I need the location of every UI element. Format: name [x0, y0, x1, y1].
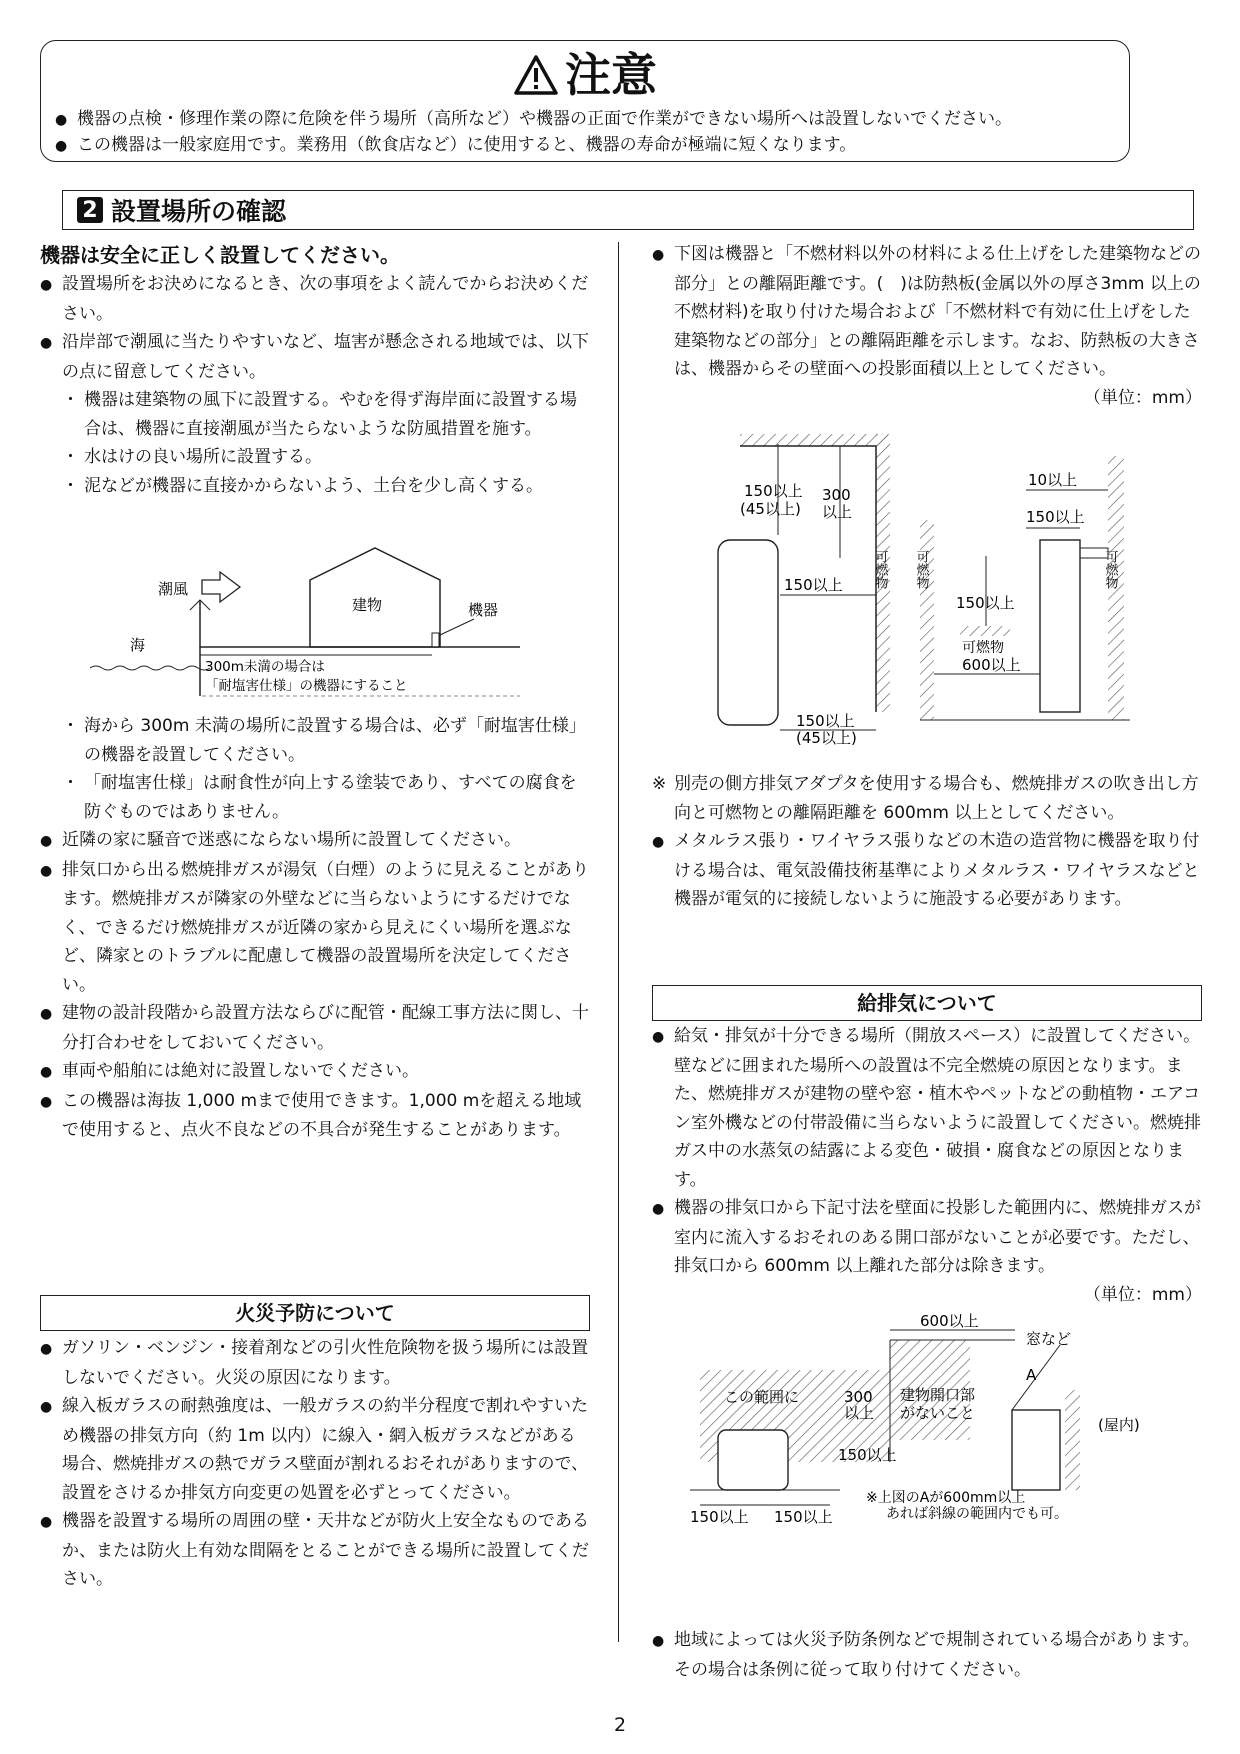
dash-item: ・ 「耐塩害仕様」は耐食性が向上する塗装であり、すべての腐食を防ぐものではありません。	[40, 769, 590, 826]
section-title: 設置場所の確認	[111, 197, 287, 226]
dim-label: 150以上	[1026, 508, 1085, 526]
note: ※ 別売の側方排気アダプタを使用する場合も、燃焼排ガスの吹き出し方向と可燃物との離隔距離を 600mm 以上としてください。	[652, 770, 1202, 827]
column-divider	[618, 242, 619, 1642]
opening-label: がないこと	[900, 1404, 976, 1422]
bullet: ● 近隣の家に騒音で迷惑にならない場所に設置してください。	[40, 826, 590, 856]
bullet: ● 機器の排気口から下記寸法を壁面に投影した範囲内に、燃焼排ガスが室内に流入するおそれのある開口部がないことが必要です。ただし、排気口から 600mm 以上離れた部分は除きます。	[652, 1194, 1202, 1281]
fire-prevention-heading: 火災予防について	[40, 1295, 590, 1331]
dim-label: 600以上	[920, 1312, 979, 1330]
figure-note: ※上図のAが600mm以上	[866, 1490, 1026, 1506]
bullet: ● 設置場所をお決めになるとき、次の事項をよく読んでからお決めください。	[40, 270, 590, 328]
dim-label: 150以上	[690, 1508, 749, 1525]
device-label: 機器	[468, 601, 499, 619]
bullet: ● メタルラス張り・ワイヤラス張りなどの木造の造営物に機器を取り付ける場合は、電気設備技術基準によりメタルラス・ワイヤラスなどと機器が電気的に接続しないように施設する必要があります。	[652, 827, 1202, 914]
indoor-label: (屋内)	[1098, 1416, 1140, 1434]
combustible-label: 可燃物	[872, 550, 888, 589]
dash-item: ・ 機器は建築物の風下に設置する。やむを得ず海岸面に設置する場合は、機器に直接潮風が当たらないような防風措置を施す。	[40, 386, 590, 443]
bullet: ● 線入板ガラスの耐熱強度は、一般ガラスの約半分程度で割れやすいため機器の排気方向（約 1m 以内）に線入・網入板ガラスなどがある場合、燃焼排ガスの熱でガラス壁面が割れるおそれがありますので、設置をさけるか排気方向変更の処置を必ずとってください。	[40, 1392, 590, 1507]
dim-label: (45以上)	[796, 729, 857, 747]
dim-label: 600以上	[962, 656, 1021, 674]
bullet: ● 排気口から出る燃焼排ガスが湯気（白煙）のように見えることがあります。燃焼排ガスが隣家の外壁などに当らないようにするだけでなく、できるだけ燃焼排ガスが近隣の家から見えにくい場所を選ぶなど、隣家とのトラブルに配慮して機器の設置場所を決定してください。	[40, 856, 590, 1000]
wind-arrow-icon	[202, 572, 240, 602]
bullet: ● 機器を設置する場所の周囲の壁・天井などが防火上安全なものであるか、または防火上有効な間隔をとることができる場所に設置してください。	[40, 1507, 590, 1594]
section-header	[62, 190, 1194, 230]
dim-label: 150以上	[784, 576, 843, 594]
range-label: この範囲に	[724, 1388, 800, 1406]
window-label: 窓など	[1026, 1330, 1072, 1348]
dim-label: (45以上)	[740, 500, 801, 518]
figure-note: あれば斜線の範囲内でも可。	[886, 1506, 1068, 1522]
caution-item: ● この機器は一般家庭用です。業務用（飲食店など）に使用すると、機器の寿命が極端に短くなります。	[55, 133, 1129, 159]
unit-label: （単位：mm）	[1083, 387, 1202, 408]
bullet: ● 給気・排気が十分できる場所（開放スペース）に設置してください。壁などに囲まれた場所への設置は不完全燃焼の原因となります。また、燃焼排ガスが建物の壁や窓・植木やペットなどの動植物・エアコン室外機などの付帯設備に当らないように設置してください。燃焼排ガス中の水蒸気の結露による変色・破損・腐食などの原因となります。	[652, 1022, 1202, 1194]
fire-prevention-body	[40, 1334, 590, 1594]
salt-note-1: 300m未満の場合は	[205, 659, 325, 675]
sea-label: 海	[130, 636, 146, 654]
combustible-label: 可燃物	[913, 550, 929, 589]
caution-item: ● 機器の点検・修理作業の際に危険を伴う場所（高所など）や機器の正面で作業ができない場所へは設置しないでください。	[55, 107, 1129, 133]
dim-label: 150以上	[796, 712, 855, 730]
ventilation-heading: 給排気について	[652, 985, 1202, 1021]
bullet: ● 下図は機器と「不燃材料以外の材料による仕上げをした建築物などの部分」との離隔距離です。( )は防熱板(金属以外の厚さ3mm 以上の不燃材料)を取り付けた場合および「不燃材料で有効に仕上げをした建築物などの部分」との離隔距離を示します。なお、防熱板の大きさは、機器からその壁面への投影面積以上としてください。	[652, 240, 1202, 384]
building-label: 建物	[352, 596, 383, 614]
clearance-diagram	[700, 430, 1200, 760]
caution-title: 注意	[41, 47, 1129, 103]
bullet: ● 沿岸部で潮風に当たりやすいなど、塩害が懸念される地域では、以下の点に留意してください。	[40, 328, 590, 386]
lead-heading: 機器は安全に正しく設置してください。	[40, 243, 400, 267]
right-column	[652, 240, 1202, 412]
bullet: ● この機器は海抜 1,000 mまで使用できます。1,000 mを超える地域で使用すると、点火不良などの不具合が発生することがあります。	[40, 1087, 590, 1145]
caution-box	[40, 40, 1130, 162]
bullet: ● 建物の設計段階から設置方法ならびに配管・配線工事方法に関し、十分打合わせをしておいてください。	[40, 999, 590, 1057]
dim-label: 10以上	[1028, 471, 1078, 489]
combustible-label: 可燃物	[1102, 550, 1118, 589]
dim-label: 以上	[822, 503, 853, 521]
page-number: 2	[613, 1714, 627, 1736]
dim-label: 150以上	[774, 1508, 833, 1525]
dash-item: ・ 水はけの良い場所に設置する。	[40, 443, 590, 472]
dim-label: 300	[822, 486, 851, 504]
bullet: ● ガソリン・ベンジン・接着剤などの引火性危険物を扱う場所には設置しないでください。火災の原因になります。	[40, 1334, 590, 1392]
salt-wind-diagram	[90, 540, 550, 715]
dim-label: 以上	[844, 1404, 875, 1422]
opening-label: 建物開口部	[900, 1386, 976, 1404]
ventilation-body	[652, 1022, 1202, 1309]
right-column-2	[652, 770, 1202, 914]
unit-label: （単位：mm）	[1083, 1284, 1202, 1305]
dash-item: ・ 泥などが機器に直接かからないよう、土台を少し高くする。	[40, 472, 590, 501]
dim-label: 150以上	[838, 1446, 897, 1464]
a-label: A	[1026, 1366, 1037, 1384]
dim-label: 150以上	[744, 482, 803, 500]
dim-label: 300	[844, 1388, 873, 1406]
right-column-3	[652, 1626, 1202, 1684]
left-column	[40, 240, 590, 500]
section-number: 2	[77, 197, 103, 223]
salt-note-2: 「耐塩害仕様」の機器にすること	[205, 678, 408, 694]
combustible-label: 可燃物	[962, 640, 1004, 656]
warning-icon	[513, 54, 559, 96]
left-column-2	[40, 712, 590, 1145]
dim-label: 150以上	[956, 594, 1015, 612]
dash-item: ・ 海から 300m 未満の場所に設置する場合は、必ず「耐塩害仕様」の機器を設置してください。	[40, 712, 590, 769]
wind-label: 潮風	[158, 580, 189, 598]
bullet: ● 車両や船舶には絶対に設置しないでください。	[40, 1057, 590, 1087]
bullet: ● 地域によっては火災予防条例などで規制されている場合があります。その場合は条例に従って取り付けてください。	[652, 1626, 1202, 1684]
exhaust-range-diagram	[690, 1310, 1200, 1525]
